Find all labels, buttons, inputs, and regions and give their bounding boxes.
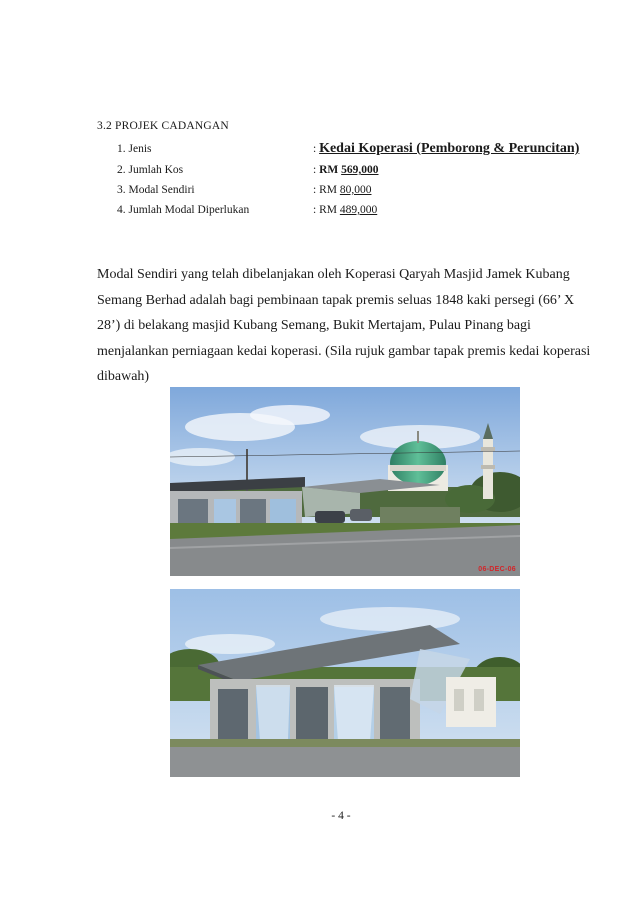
site-photo-mosque bbox=[170, 387, 520, 576]
site-photo-mosque-image bbox=[170, 387, 520, 576]
paragraph-line: Modal Sendiri yang telah dibelanjakan oleh Koperasi Qaryah Masjid Jamek Kubang bbox=[97, 267, 570, 282]
spec-label: 3. Modal Sendiri bbox=[117, 184, 195, 196]
paragraph-line: 28’) di belakang masjid Kubang Semang, Bukit Mertajam, Pulau Pinang bagi bbox=[97, 318, 531, 333]
site-photo-front-image bbox=[170, 589, 520, 777]
description-paragraph bbox=[97, 262, 597, 390]
photo-date-stamp: 06-DEC-06 bbox=[478, 566, 516, 573]
spec-row-jenis bbox=[117, 143, 587, 161]
spec-row-modal-diperlukan bbox=[117, 204, 587, 222]
colon: : bbox=[313, 184, 320, 196]
spec-value bbox=[313, 164, 379, 176]
spec-row-jumlah-kos bbox=[117, 164, 587, 182]
jumlah-kos-value: 569,000 bbox=[341, 164, 379, 176]
colon: : bbox=[313, 164, 320, 176]
section-title: 3.2 PROJEK CADANGAN bbox=[97, 120, 229, 132]
spec-row-modal-sendiri bbox=[117, 184, 587, 202]
currency: RM bbox=[319, 204, 340, 216]
currency: RM bbox=[319, 184, 340, 196]
modal-sendiri-value: 80,000 bbox=[339, 184, 372, 196]
spec-label: 1. Jenis bbox=[117, 143, 152, 155]
spec-label: 4. Jumlah Modal Diperlukan bbox=[117, 204, 250, 216]
paragraph-line: Semang Berhad adalah bagi pembinaan tapak premis seluas 1848 kaki persegi (66’ X bbox=[97, 292, 575, 308]
currency: RM bbox=[319, 164, 342, 176]
spec-value bbox=[313, 184, 371, 196]
spec-value bbox=[313, 204, 377, 216]
paragraph-line: dibawah) bbox=[97, 369, 150, 384]
spec-label: 2. Jumlah Kos bbox=[117, 164, 184, 176]
modal-diperlukan-value: 489,000 bbox=[339, 204, 378, 216]
jenis-value: Kedai Koperasi (Pemborong & Peruncitan) bbox=[319, 141, 580, 156]
paragraph-line: menjalankan perniagaan kedai koperasi. (Sila rujuk gambar tapak premis kedai koperasi bbox=[97, 343, 591, 359]
spec-value bbox=[313, 141, 579, 157]
site-photo-front bbox=[170, 589, 520, 777]
colon: : bbox=[313, 143, 320, 155]
colon: : bbox=[313, 204, 320, 216]
page-number: - 4 - bbox=[331, 810, 351, 822]
